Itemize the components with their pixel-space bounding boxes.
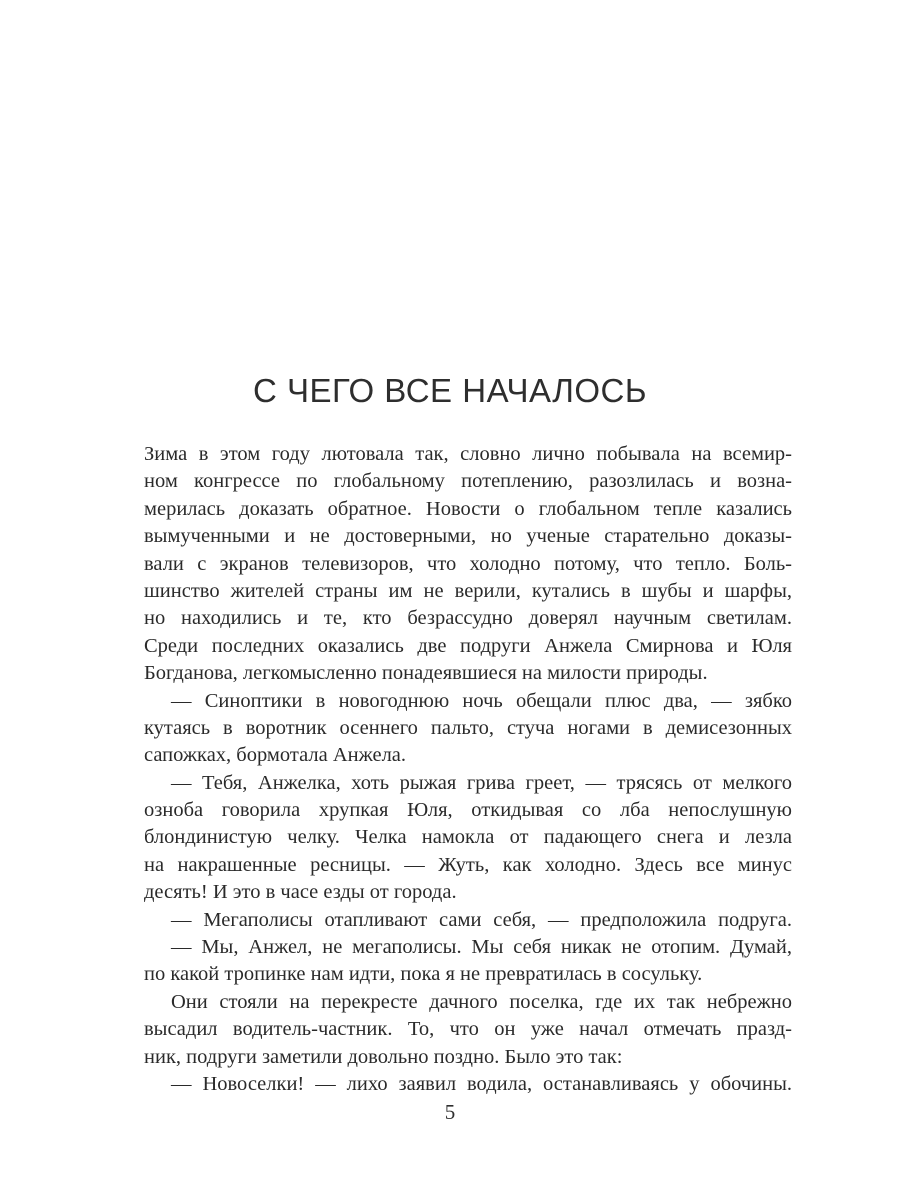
text-line: шинство жителей страны им не верили, кутались в шубы и шарфы, (144, 579, 792, 602)
text-line: на накрашенные ресницы. — Жуть, как холодно. Здесь все минус (144, 853, 792, 876)
text-line: Среди последних оказались две подруги Анжела Смирнова и Юля (144, 634, 792, 657)
body-text (144, 441, 792, 1098)
text-line: но находились и те, кто безрассудно доверял научным светилам. (144, 607, 792, 630)
text-line: вымученными и не достоверными, но ученые старательно доказы- (144, 525, 792, 548)
text-line: — Мы, Анжел, не мегаполисы. Мы себя никак не отопим. Думай, (171, 936, 792, 959)
text-line: — Новоселки! — лихо заявил водила, останавливаясь у обочины. (171, 1072, 792, 1095)
text-line: ном конгрессе по глобальному потеплению, разозлилась и возна- (144, 470, 792, 493)
text-line: по какой тропинке нам идти, пока я не превратилась в сосульку. (144, 963, 703, 986)
text-line: блондинистую челку. Челка намокла от падающего снега и лезла (144, 826, 792, 849)
text-line: ник, подруги заметили довольно поздно. Было это так: (144, 1045, 623, 1068)
text-line: — Синоптики в новогоднюю ночь обещали плюс два, — зябко (171, 689, 792, 712)
text-line: Зима в этом году лютовала так, словно лично побывала на всемир- (144, 443, 792, 465)
text-line: десять! И это в часе езды от города. (144, 881, 457, 904)
text-line: высадил водитель-частник. То, что он уже начал отмечать празд- (144, 1018, 792, 1041)
text-line: кутаясь в воротник осеннего пальто, стуча ногами в демисезонных (144, 716, 792, 739)
page-number: 5 (444, 1100, 456, 1124)
text-line: сапожках, бормотала Анжела. (144, 744, 407, 767)
text-line: — Мегаполисы отапливают сами себя, — предположила подруга. (171, 908, 792, 931)
text-line: — Тебя, Анжелка, хоть рыжая грива греет, — трясясь от мелкого (171, 771, 792, 794)
text-line: мерилась доказать обратное. Новости о глобальном тепле казались (144, 497, 792, 520)
text-line: озноба говорила хрупкая Юля, откидывая со лба непослушную (144, 799, 792, 822)
text-line: Они стояли на перекресте дачного поселка, где их так небрежно (171, 990, 792, 1013)
text-line: Богданова, легкомысленно понадеявшиеся на милости природы. (144, 662, 708, 685)
text-line: вали с экранов телевизоров, что холодно потому, что тепло. Боль- (144, 552, 792, 575)
chapter-title: С ЧЕГО ВСЕ НАЧАЛОСЬ (252, 372, 648, 409)
